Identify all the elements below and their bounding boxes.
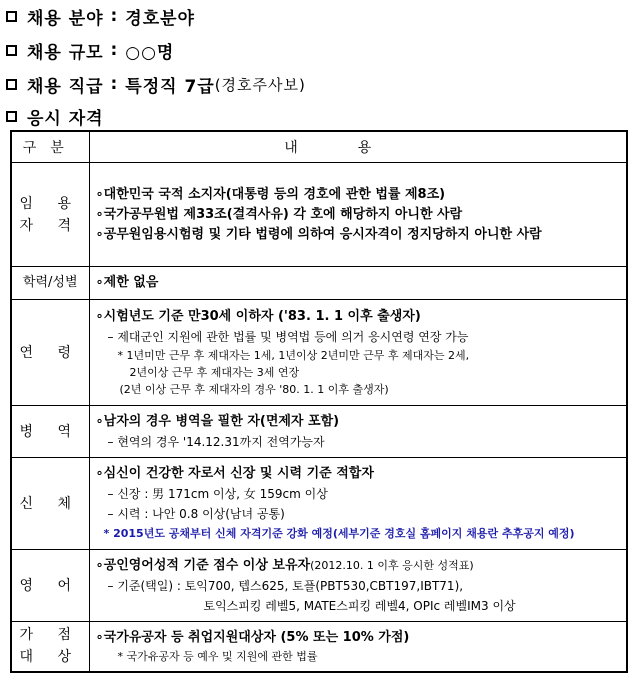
row-content	[89, 267, 627, 300]
content-line: ∘공인영어성적 기준 점수 이상 보유자	[95, 557, 311, 573]
heading-extra: (경호주사보)	[214, 75, 306, 94]
row-label-line: 임 용	[19, 195, 81, 212]
table-header-row	[11, 131, 627, 163]
content-line-note: (2012.10. 1 이후 응시한 성적표)	[310, 558, 474, 572]
heading-value: ○○명	[125, 42, 175, 63]
heading-field	[6, 4, 195, 28]
content-line: ∘제한 없음	[95, 275, 159, 290]
heading-label: 채용 규모	[27, 42, 104, 63]
content-line: – 신장 : 男 171cm 이상, 女 159cm 이상	[107, 486, 328, 501]
row-label-line: 연 령	[19, 344, 81, 361]
table-row	[11, 300, 627, 406]
heading-separator: :	[110, 6, 119, 26]
content-line: ∘심신이 건강한 자로서 신장 및 시력 기준 적합자	[95, 465, 374, 481]
content-line: 토익스피킹 레벨5, MATE스피킹 레벨4, OPIc 레벨IM3 이상	[203, 598, 516, 613]
heading-value: 경호분야	[125, 8, 195, 29]
content-line: – 제대군인 지원에 관한 법률 및 병역법 등에 의거 응시연령 연장 가능	[107, 330, 469, 344]
content-line: ∘국가공무원법 제33조(결격사유) 각 호에 해당하지 아니한 사람	[95, 206, 463, 222]
content-line: * 2015년도 공채부터 신체 자격기준 강화 예정(세부기준 경호실 홈페이지 채용란 추후공지 예정)	[103, 526, 575, 540]
row-content	[89, 550, 627, 622]
heading-value: 특정직 7급	[125, 76, 215, 97]
row-label	[11, 622, 89, 672]
table-row	[11, 267, 627, 300]
row-content	[89, 300, 627, 406]
row-content	[89, 622, 627, 672]
checkbox-square-icon	[6, 11, 17, 22]
heading-rank	[6, 72, 306, 96]
content-line: (2년 이상 근무 후 제대자의 경우 '80. 1. 1 이후 출생자)	[119, 383, 389, 396]
header-category: 구분	[11, 131, 89, 163]
heading-label: 응시 자격	[27, 108, 104, 129]
heading-separator: :	[110, 40, 119, 60]
content-line: ∘대한민국 국적 소지자(대통령 등의 경호에 관한 법률 제8조)	[95, 186, 446, 202]
checkbox-square-icon	[6, 45, 17, 56]
row-label-line: 학력/성별	[22, 275, 78, 290]
row-content	[89, 163, 627, 267]
content-line: 2년이상 근무 후 제대자는 3세 연장	[129, 366, 300, 379]
row-label	[11, 267, 89, 300]
content-line: – 시력 : 나안 0.8 이상(남녀 공통)	[107, 506, 285, 521]
row-label	[11, 163, 89, 267]
row-label	[11, 406, 89, 458]
content-line: ∘남자의 경우 병역을 필한 자(면제자 포함)	[95, 413, 340, 429]
row-label-line: 영 어	[19, 577, 81, 594]
content-line: * 1년미만 근무 후 제대자는 1세, 1년이상 2년미만 근무 후 제대자는 2세,	[117, 349, 470, 362]
row-label	[11, 458, 89, 550]
heading-size	[6, 38, 174, 62]
row-content	[89, 406, 627, 458]
qualification-table	[10, 130, 628, 673]
content-line: ∘국가유공자 등 취업지원대상자 (5% 또는 10% 가점)	[95, 629, 410, 645]
heading-label: 채용 직급	[27, 76, 104, 97]
heading-qualification	[6, 104, 104, 128]
content-line: ∘공무원임용시험령 및 기타 법령에 의하여 응시자격이 정지당하지 아니한 사람	[95, 226, 542, 242]
table-row	[11, 458, 627, 550]
table-row	[11, 406, 627, 458]
row-label	[11, 550, 89, 622]
row-label-line: 병 역	[19, 423, 81, 440]
heading-label: 채용 분야	[27, 8, 104, 29]
row-label	[11, 300, 89, 406]
row-label-line: 자 격	[19, 217, 81, 234]
row-label-line: 대 상	[19, 649, 81, 666]
row-label-line: 신 체	[19, 495, 81, 512]
row-label-line: 가 점	[19, 627, 81, 644]
checkbox-square-icon	[6, 79, 17, 90]
content-line: ∘시험년도 기준 만30세 이하자 ('83. 1. 1 이후 출생자)	[95, 309, 421, 324]
header-content: 내용	[89, 131, 627, 163]
table-row	[11, 550, 627, 622]
content-line: – 현역의 경우 '14.12.31까지 전역가능자	[107, 434, 325, 449]
row-content	[89, 458, 627, 550]
checkbox-square-icon	[6, 111, 17, 122]
table-row	[11, 163, 627, 267]
heading-separator: :	[110, 74, 119, 94]
table-row	[11, 622, 627, 672]
content-line: * 국가유공자 등 예우 및 지원에 관한 법률	[117, 649, 318, 663]
content-line: – 기준(택일) : 토익700, 텝스625, 토플(PBT530,CBT197,IBT71),	[107, 578, 464, 593]
